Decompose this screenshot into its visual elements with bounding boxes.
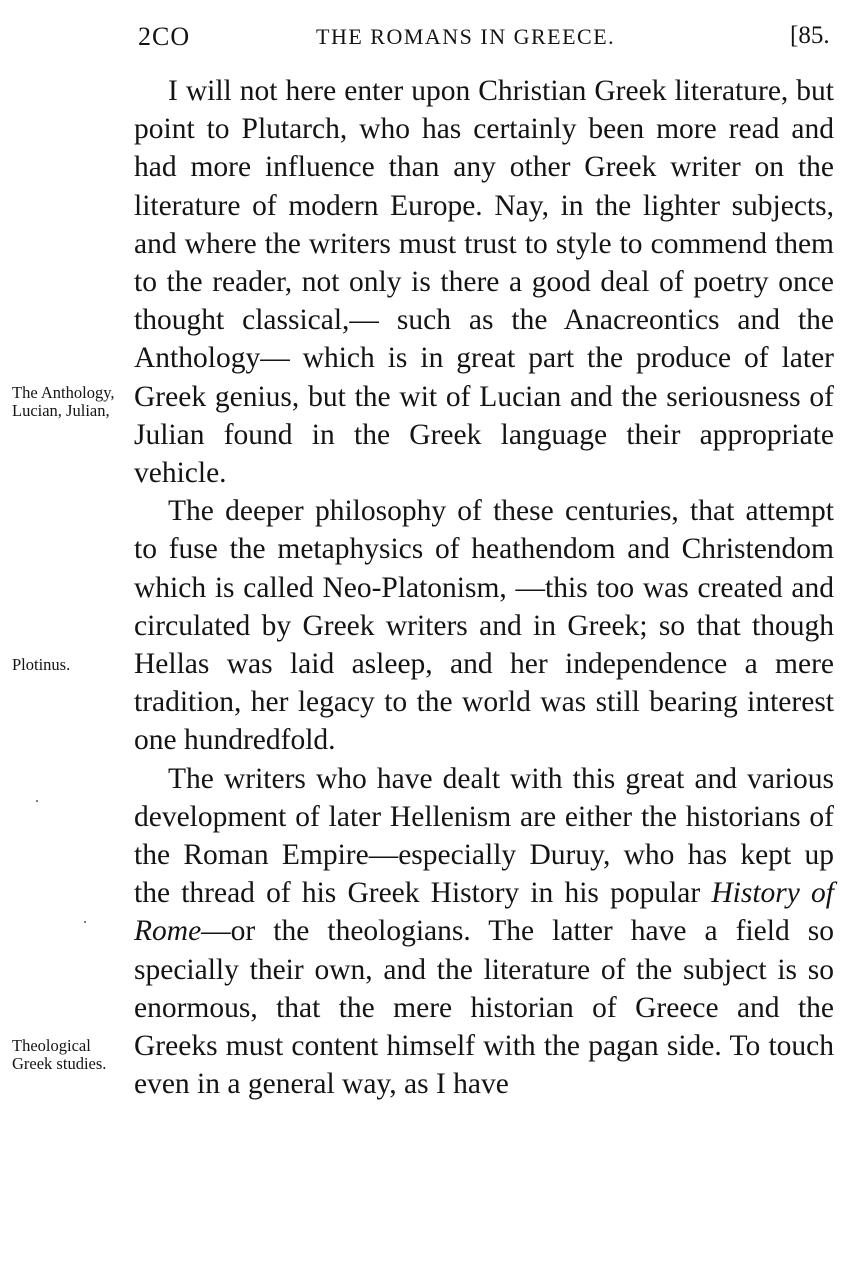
margin-note-plotinus: Plotinus. [12,655,71,674]
margin-note-anthology: The Anthology, Lucian, Julian, [12,383,115,420]
page-number: 2CO [138,22,191,51]
running-header [0,20,859,56]
paragraph-plutarch: I will not here enter upon Christian Greek literature, but point to Plutarch, who has certainly been more read and had more influence than any other Greek writer on the literature of modern Europe. Nay, in the lighter subjects, and where the writers must trust to style to commend them to the reader, not only is there a good deal of poetry once thought classical,— such as the Anacreontics and the Anthology— which is in great part the produce of later Greek genius, but the wit of Lucian and the seriousness of Julian found in the Greek language their appropriate vehicle. [134,75,834,490]
book-title-history-of-rome: History of Rome [134,877,834,948]
print-speck [36,800,38,802]
paragraph-historians-tail: —or the theologians. The latter have a field so specially their own, and the literature of the subject is so enormous, that the mere historian of Greece and the Greeks must content himself with the pagan side. To touch even in a general way, as I have [134,915,834,1101]
print-speck [84,921,86,923]
body-text [134,72,834,1103]
paragraph-neo-platonism: The deeper philosophy of these centuries, that attempt to fuse the metaphysics of heathendom and Christendom which is called Neo-Platonism, —this too was created and circulated by Greek writers and in Greek; so that though Hellas was laid asleep, and her independence a mere tradition, her legacy to the world was still bearing interest one hundredfold. [134,495,834,757]
running-title: THE ROMANS IN GREECE. [316,24,616,49]
section-number: [85. [790,22,830,49]
paragraph-historians [134,760,834,1104]
paragraph-historians-lead: The writers who have dealt with this great and various development of later Hellenism are either the historians of the Roman Empire—especially Duruy, who has kept up the thread of his Greek History in his popular [134,762,834,910]
margin-note-theological: Theological Greek studies. [12,1036,107,1073]
